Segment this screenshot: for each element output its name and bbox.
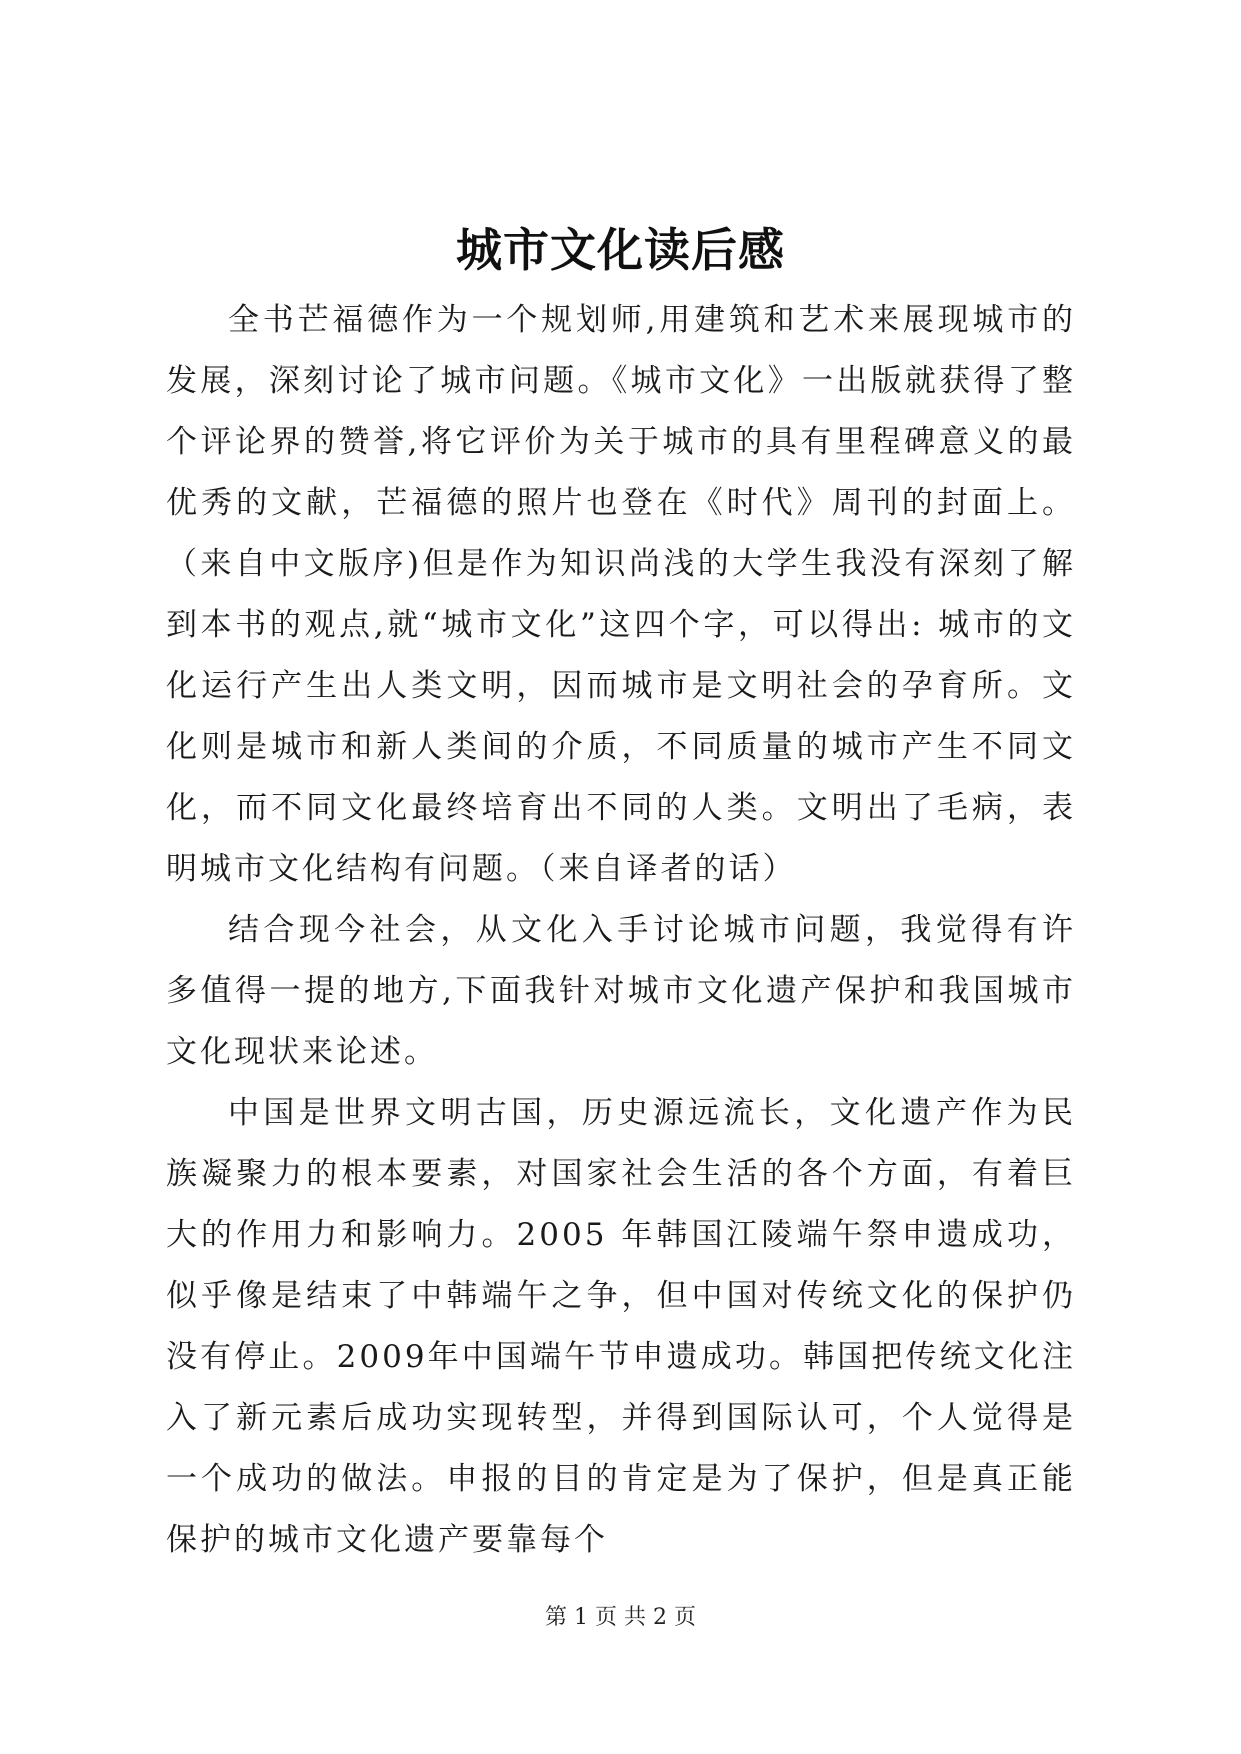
paragraph-2: 结合现今社会，从文化入手讨论城市问题，我觉得有许多值得一提的地方,下面我针对城市文化遗产保护和我国城市文化现状来论述。 [166,912,1076,1070]
paragraph-1: 全书芒福德作为一个规划师,用建筑和艺术来展现城市的发展，深刻讨论了城市问题。《城市文化》一出版就获得了整个评论界的赞誉,将它评价为关于城市的具有里程碑意义的最优秀的文献，芒福德的照片也登在《时代》周刊的封面上。（来自中文版序)但是作为知识尚浅的大学生我没有深刻了解到本书的观点,就“城市文化”这四个字，可以得出: 城市的文化运行产生出人类文明，因而城市是文明社会的孕育所。文化则是城市和新人类间的介质，不同质量的城市产生不同文化，而不同文化最终培育出不同的人类。文明出了毛病，表明城市文化结构有问题。（来自译者的话） [166,302,1076,887]
document-body [166,290,1076,1571]
page-footer: 第 1 页 共 2 页 [545,1605,696,1630]
paragraph-3: 中国是世界文明古国，历史源远流长，文化遗产作为民族凝聚力的根本要素，对国家社会生活的各个方面，有着巨大的作用力和影响力。2005 年韩国江陵端午祭申遗成功，似乎像是结束了中韩端午之争，但中国对传统文化的保护仍没有停止。2009年中国端午节申遗成功。韩国把传统文化注入了新元素后成功实现转型，并得到国际认可，个人觉得是一个成功的做法。申报的目的肯定是为了保护，但是真正能保护的城市文化遗产要靠每个 [166,1095,1076,1558]
document-title: 城市文化读后感 [456,223,785,277]
